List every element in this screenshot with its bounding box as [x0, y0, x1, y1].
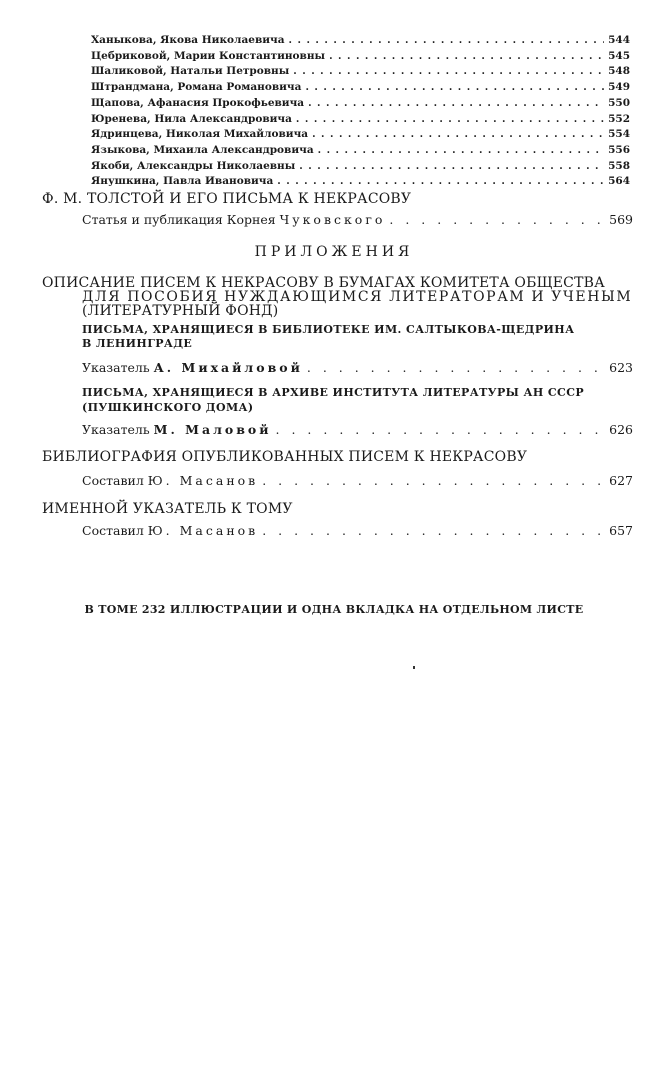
bibliography-page: 627 [609, 473, 633, 488]
library-subheading-line2: В ЛЕНИНГРАДЕ [82, 337, 193, 350]
library-page: 623 [609, 360, 633, 375]
letter-correspondent-name: Якоби, Александры Николаевны [91, 159, 296, 172]
letters-list-item [91, 81, 630, 93]
leader-dots [289, 35, 605, 46]
letter-correspondent-name: Цебриковой, Марии Константиновны [91, 49, 326, 62]
description-heading-line3: (ЛИТЕРАТУРНЫЙ ФОНД) [82, 303, 279, 319]
leader-dots [307, 360, 605, 375]
letters-list-item [91, 50, 630, 62]
letter-page-number: 549 [608, 81, 630, 94]
leader-dots [299, 161, 604, 172]
letters-list-item [91, 65, 630, 77]
leader-dots [305, 82, 604, 93]
tolstoy-page: 569 [609, 212, 633, 227]
letters-list-item [91, 128, 630, 140]
description-heading-line1: ОПИСАНИЕ ПИСЕМ К НЕКРАСОВУ В БУМАГАХ КОМИТЕТА ОБЩЕСТВА [42, 275, 605, 291]
name-index-heading: ИМЕННОЙ УКАЗАТЕЛЬ К ТОМУ [42, 501, 293, 517]
print-speck [413, 666, 415, 669]
letters-list-item [91, 34, 630, 46]
name-index-entry-text: Составил Ю. Масанов [82, 523, 259, 538]
letter-page-number: 554 [608, 128, 630, 141]
archive-entry [82, 422, 633, 437]
leader-dots [329, 51, 604, 62]
letter-page-number: 556 [608, 143, 630, 156]
tolstoy-heading: Ф. М. ТОЛСТОЙ И ЕГО ПИСЬМА К НЕКРАСОВУ [42, 191, 412, 207]
letter-correspondent-name: Щапова, Афанасия Прокофьевича [91, 96, 305, 109]
letter-correspondent-name: Ядринцева, Николая Михайловича [91, 128, 309, 141]
library-subheading-line1: ПИСЬМА, ХРАНЯЩИЕСЯ В БИБЛИОТЕКЕ ИМ. САЛТЫКОВА-ЩЕДРИНА [82, 323, 575, 336]
archive-entry-text: Указатель М. Маловой [82, 422, 272, 437]
letters-list-item [91, 175, 630, 187]
letter-page-number: 564 [608, 175, 630, 188]
bibliography-entry [82, 473, 633, 488]
leader-dots [389, 212, 605, 227]
letter-correspondent-name: Юренева, Нила Александровича [91, 112, 292, 125]
leader-dots [296, 114, 604, 125]
bibliography-entry-text: Составил Ю. Масанов [82, 473, 259, 488]
archive-subheading-line1: ПИСЬМА, ХРАНЯЩИЕСЯ В АРХИВЕ ИНСТИТУТА ЛИТЕРАТУРЫ АН СССР [82, 386, 585, 399]
archive-subheading-line2: (ПУШКИНСКОГО ДОМА) [82, 401, 254, 414]
description-heading-line2: ДЛЯ ПОСОБИЯ НУЖДАЮЩИМСЯ ЛИТЕРАТОРАМ И УЧЕНЫМ [82, 289, 633, 305]
name-index-entry [82, 523, 633, 538]
letter-page-number: 558 [608, 159, 630, 172]
tolstoy-entry-text: Статья и публикация Корнея Чуковского [82, 212, 386, 227]
letter-correspondent-name: Штрандмана, Романа Романовича [91, 81, 302, 94]
letters-list-item [91, 113, 630, 125]
bibliography-heading: БИБЛИОГРАФИЯ ОПУБЛИКОВАННЫХ ПИСЕМ К НЕКРАСОВУ [42, 449, 528, 465]
leader-dots [293, 66, 604, 77]
leader-dots [262, 473, 605, 488]
letters-list-item [91, 97, 630, 109]
letters-list-item [91, 144, 630, 156]
illustrations-note: В ТОМЕ 232 ИЛЛЮСТРАЦИИ И ОДНА ВКЛАДКА НА ОТДЕЛЬНОМ ЛИСТЕ [84, 603, 584, 616]
archive-page: 626 [609, 422, 633, 437]
appendix-title: ПРИЛОЖЕНИЯ [254, 244, 414, 260]
letter-page-number: 548 [608, 65, 630, 78]
letter-page-number: 544 [608, 34, 630, 46]
letter-page-number: 545 [608, 49, 630, 62]
leader-dots [277, 176, 604, 187]
leader-dots [312, 129, 604, 140]
letter-correspondent-name: Шаликовой, Натальи Петровны [91, 65, 290, 78]
library-entry-text: Указатель А. Михайловой [82, 360, 303, 375]
letter-correspondent-name: Ханыкова, Якова Николаевича [91, 34, 285, 46]
name-index-page: 657 [609, 523, 633, 538]
leader-dots [318, 145, 604, 156]
letters-list-item [91, 160, 630, 172]
leader-dots [276, 422, 606, 437]
letter-page-number: 552 [608, 112, 630, 125]
letter-correspondent-name: Языкова, Михаила Александровича [91, 143, 314, 156]
library-entry [82, 360, 633, 375]
leader-dots [308, 98, 604, 109]
tolstoy-entry [82, 212, 633, 227]
letter-correspondent-name: Янушкина, Павла Ивановича [91, 175, 274, 188]
leader-dots [262, 523, 605, 538]
letter-page-number: 550 [608, 96, 630, 109]
